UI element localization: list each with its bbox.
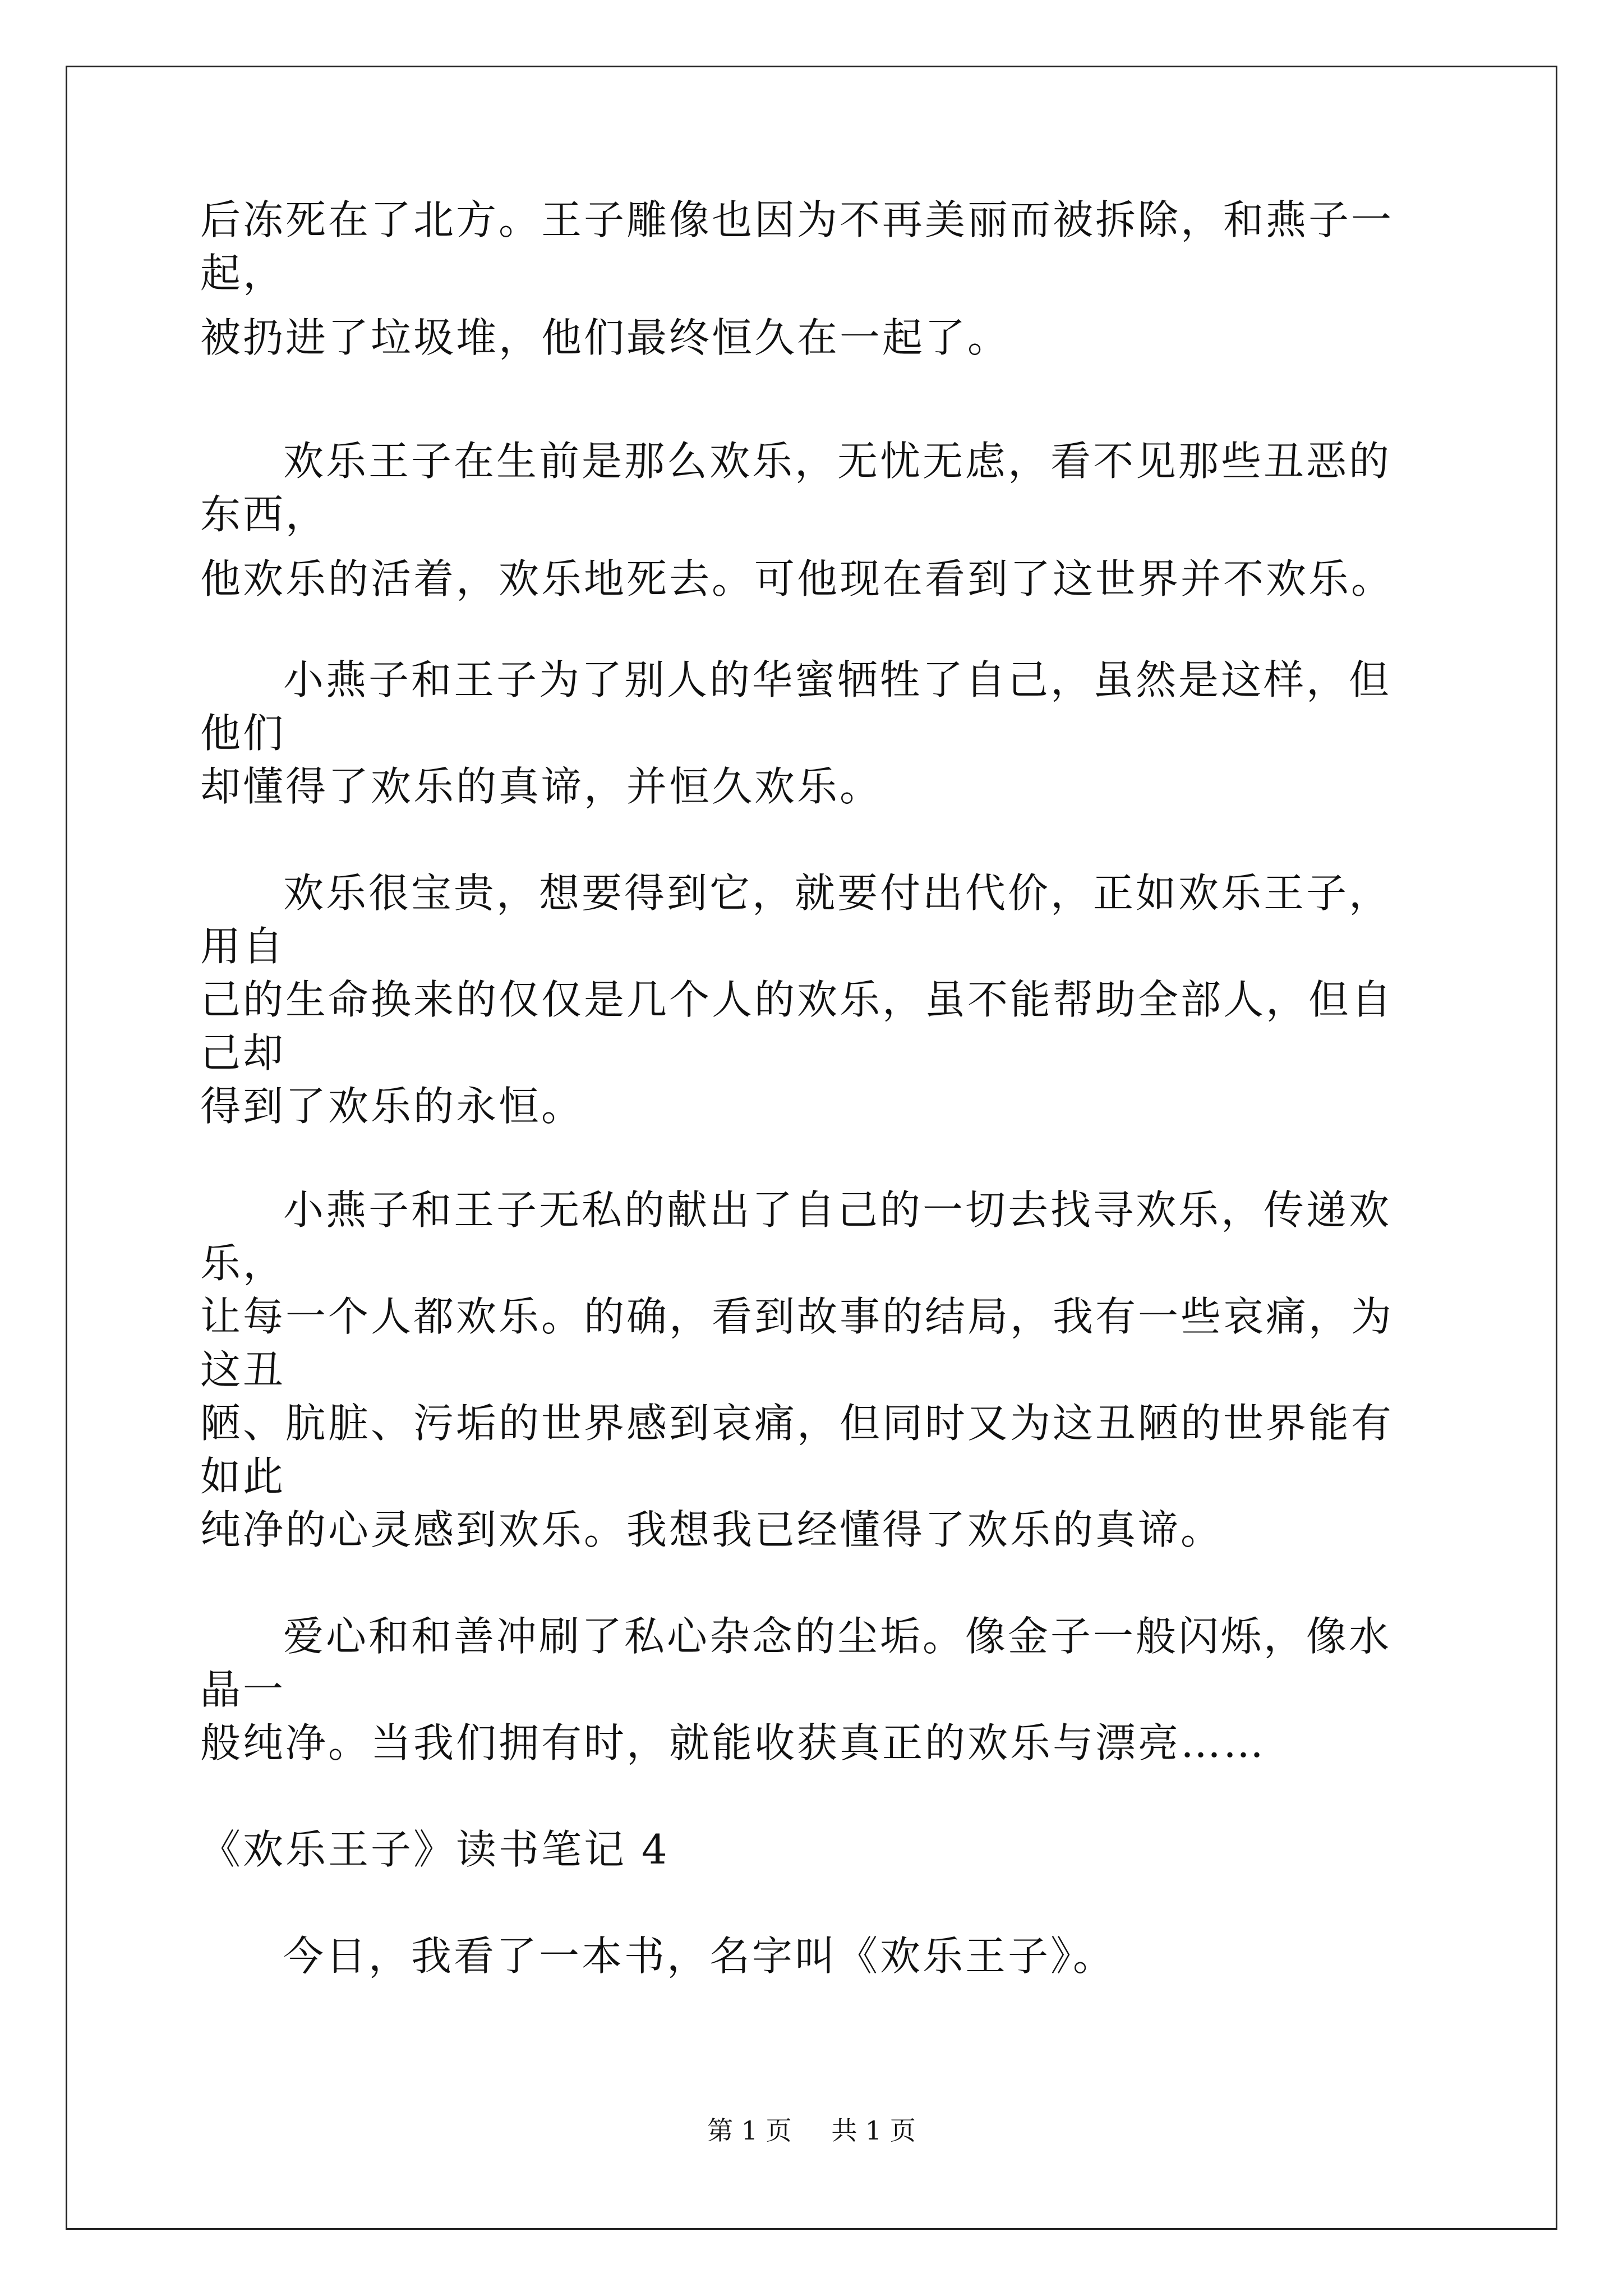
page-border [66, 66, 1557, 2230]
page-number: 第 1 页 [707, 2115, 792, 2146]
text-line: 他欢乐的活着，欢乐地死去。可他现在看到了这世界并不欢乐。 [200, 555, 1394, 602]
text-line: 己的生命换来的仅仅是几个人的欢乐，虽不能帮助全部人，但自己却 [200, 976, 1394, 1076]
text-line: 小燕子和王子无私的献出了自己的一切去找寻欢乐，传递欢乐， [200, 1186, 1392, 1287]
text-line: 《欢乐王子》读书笔记 4 [200, 1826, 670, 1873]
text-line: 让每一个人都欢乐。的确，看到故事的结局，我有一些哀痛，为这丑 [200, 1293, 1394, 1393]
text-line: 后冻死在了北方。王子雕像也因为不再美丽而被拆除，和燕子一起， [200, 196, 1394, 297]
text-line: 小燕子和王子为了别人的华蜜牺牲了自己，虽然是这样，但他们 [200, 656, 1392, 757]
text-line: 欢乐很宝贵，想要得到它，就要付出代价，正如欢乐王子，用自 [200, 869, 1392, 970]
text-line: 却懂得了欢乐的真谛，并恒久欢乐。 [200, 763, 883, 810]
text-line: 爱心和和善冲刷了私心杂念的尘垢。像金子一般闪烁，像水晶一 [200, 1613, 1392, 1713]
text-line: 纯净的心灵感到欢乐。我想我已经懂得了欢乐的真谛。 [200, 1506, 1224, 1553]
text-line: 今日，我看了一本书，名字叫《欢乐王子》。 [283, 1932, 1116, 1980]
page-footer [0, 2115, 1623, 2146]
text-line: 般纯净。当我们拥有时，就能收获真正的欢乐与漂亮…… [200, 1719, 1266, 1766]
text-line: 得到了欢乐的永恒。 [200, 1083, 584, 1130]
text-line: 欢乐王子在生前是那么欢乐，无忧无虑，看不见那些丑恶的东西， [200, 438, 1392, 538]
text-line: 陋、肮脏、污垢的世界感到哀痛，但同时又为这丑陋的世界能有如此 [200, 1400, 1394, 1500]
page-total: 共 1 页 [831, 2115, 916, 2146]
text-line: 被扔进了垃圾堆，他们最终恒久在一起了。 [200, 314, 1011, 361]
